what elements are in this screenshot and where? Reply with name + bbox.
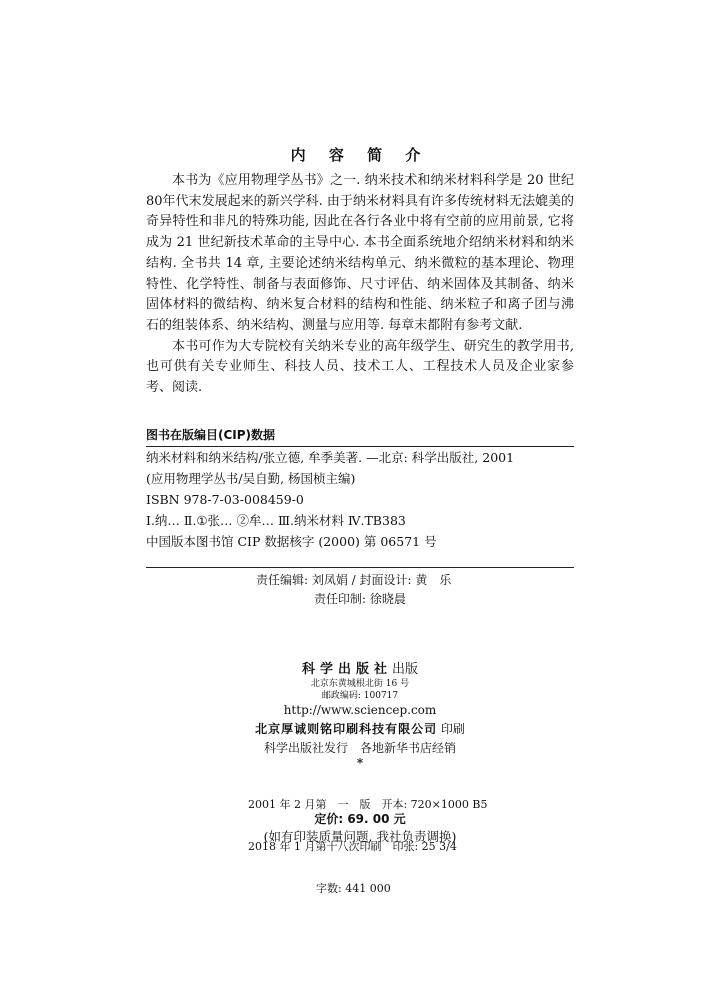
spec-printing: 2018 年 1 月第十八次印刷 印张: 25 3/4 (248, 840, 457, 853)
publisher-postcode: 邮政编码: 100717 (321, 691, 399, 701)
cip-line: 纳米材料和纳米结构/张立德, 牟季美著. —北京: 科学出版社, 2001 (146, 450, 515, 465)
spec-edition: 2001 年 2 月第 一 版 开本: 720×1000 B5 (248, 798, 488, 811)
publisher-website: http://www.sciencep.com (283, 703, 437, 717)
separator-star: * (356, 756, 364, 770)
publisher-line (0, 661, 720, 678)
price: 定价: 69. 00 元 (314, 812, 406, 826)
cip-heading: 图书在版编目(CIP)数据 (146, 426, 574, 447)
intro-paragraph: 本书可作为大专院校有关纳米专业的高年级学生、研究生的教学用书, 也可供有关专业师生、科技人员、技术工人、工程技术人员及企业家参考、阅读. (146, 338, 574, 396)
quality-notice: (如有印装质量问题, 我社负责调换) (263, 829, 457, 844)
intro-section (146, 171, 574, 399)
print-specs (248, 770, 548, 924)
printer-action: 印刷 (440, 722, 465, 736)
publisher-action: 出版 (392, 662, 419, 677)
cip-divider (146, 567, 574, 568)
intro-paragraph: 本书为《应用物理学丛书》之一. 纳米技术和纳米材料科学是 20 世纪 80年代末发展起来的新兴学科. 由于纳米材料具有许多传统材料无法媲美的奇异特性和非凡的特殊功能, 因此在各行各业中将有空前的应用前景, 它将成为 21 世纪新技术革命的主导中心. 本书全面系统地介绍纳米材料和纳米结构. 全书共 14 章, 主要论述纳米结构单元、纳米微粒的基本理论、物理特性、化学特性、制备与表面修饰、尺寸评估、纳米固体及其制备、纳米固体材料的微结构、纳米复合材料的结构和性能、纳米粒子和离子团与沸石的组装体系、纳米结构、测量与应用等. 每章末都附有参考文献. (146, 173, 574, 333)
publisher-name: 科学出版社 (301, 662, 392, 677)
cip-line: (应用物理学丛书/吴自勤, 杨国桢主编) (146, 471, 356, 486)
credits-editor-designer: 责任编辑: 刘凤娟 / 封面设计: 黄 乐 (256, 573, 452, 587)
cip-line: ISBN 978-7-03-008459-0 (146, 492, 304, 507)
publisher-address: 北京东黄城根北街 16 号 (310, 679, 410, 689)
printer-line (0, 720, 720, 739)
printer-name: 北京厚诚则铭印刷科技有限公司 (255, 722, 438, 736)
cip-block (146, 445, 574, 552)
credits-production: 责任印制: 徐晓晨 (314, 592, 406, 606)
cip-line: Ⅰ.纳… Ⅱ.①张… ②牟… Ⅲ.纳米材料 Ⅳ.TB383 (146, 513, 406, 528)
cip-line: 中国版本图书馆 CIP 数据核字 (2000) 第 06571 号 (146, 534, 437, 549)
publisher-block (0, 661, 720, 768)
spec-words: 字数: 441 000 (316, 882, 391, 895)
distribution-line: 科学出版社发行 各地新华书店经销 (263, 741, 456, 755)
intro-title: 内 容 简 介 (290, 146, 430, 164)
credits (256, 571, 576, 609)
